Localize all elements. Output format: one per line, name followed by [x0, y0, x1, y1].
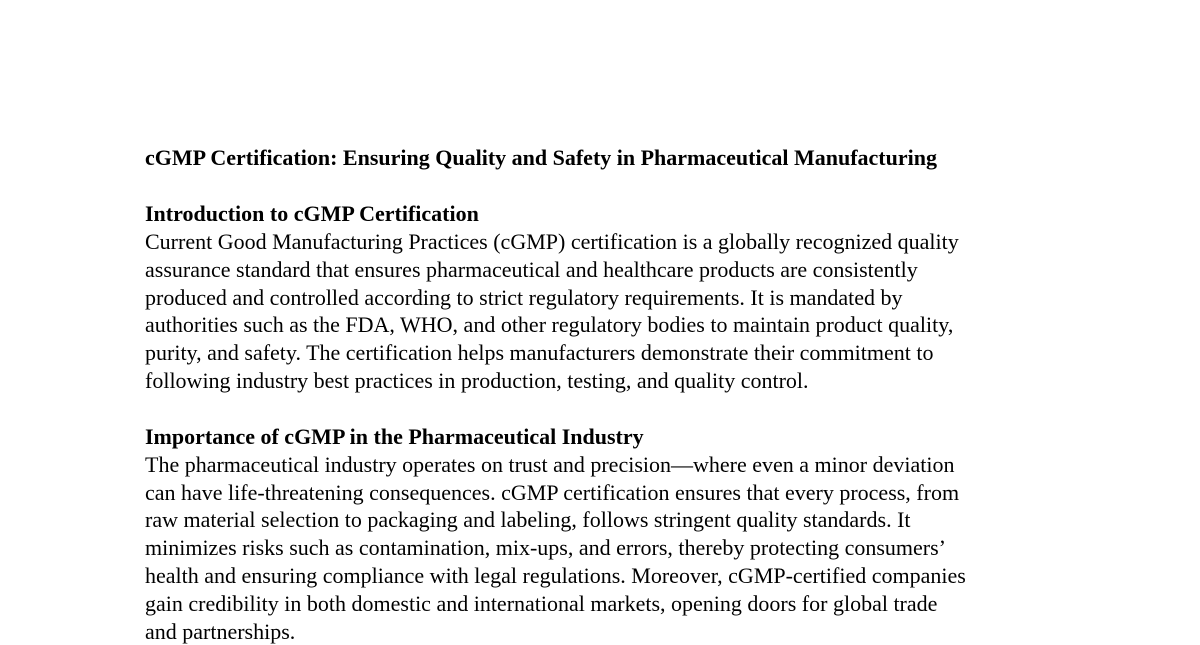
paragraph-line: minimizes risks such as contamination, mix-ups, and errors, thereby protecting consumers’ — [145, 535, 946, 561]
document-title: cGMP Certification: Ensuring Quality and Safety in Pharmaceutical Manufacturing — [145, 145, 937, 170]
paragraph-line: and partnerships. — [145, 618, 296, 644]
section-heading: Importance of cGMP in the Pharmaceutical Industry — [145, 423, 644, 449]
section-importance — [145, 423, 1065, 645]
paragraph-line: Current Good Manufacturing Practices (cGMP) certification is a globally recognized quality — [145, 229, 959, 254]
paragraph-line: following industry best practices in production, testing, and quality control. — [145, 367, 809, 393]
paragraph-line: gain credibility in both domestic and international markets, opening doors for global trade — [145, 590, 938, 616]
paragraph-line: can have life-threatening consequences. cGMP certification ensures that every process, from — [145, 479, 960, 505]
paragraph-line: authorities such as the FDA, WHO, and other regulatory bodies to maintain product quality, — [145, 312, 954, 338]
paragraph-line: assurance standard that ensures pharmaceutical and healthcare products are consistently — [145, 256, 918, 282]
section-paragraph — [145, 228, 1065, 395]
section-heading: Introduction to cGMP Certification — [145, 201, 479, 226]
section-paragraph — [145, 451, 1065, 645]
paragraph-line: health and ensuring compliance with legal regulations. Moreover, cGMP-certified companies — [145, 562, 966, 588]
document-content — [145, 144, 1065, 645]
section-introduction — [145, 200, 1065, 395]
paragraph-line: purity, and safety. The certification helps manufacturers demonstrate their commitment to — [145, 340, 934, 366]
paragraph-line: The pharmaceutical industry operates on trust and precision—where even a minor deviation — [145, 451, 955, 477]
paragraph-line: produced and controlled according to strict regulatory requirements. It is mandated by — [145, 284, 903, 310]
paragraph-line: raw material selection to packaging and labeling, follows stringent quality standards. It — [145, 507, 911, 533]
